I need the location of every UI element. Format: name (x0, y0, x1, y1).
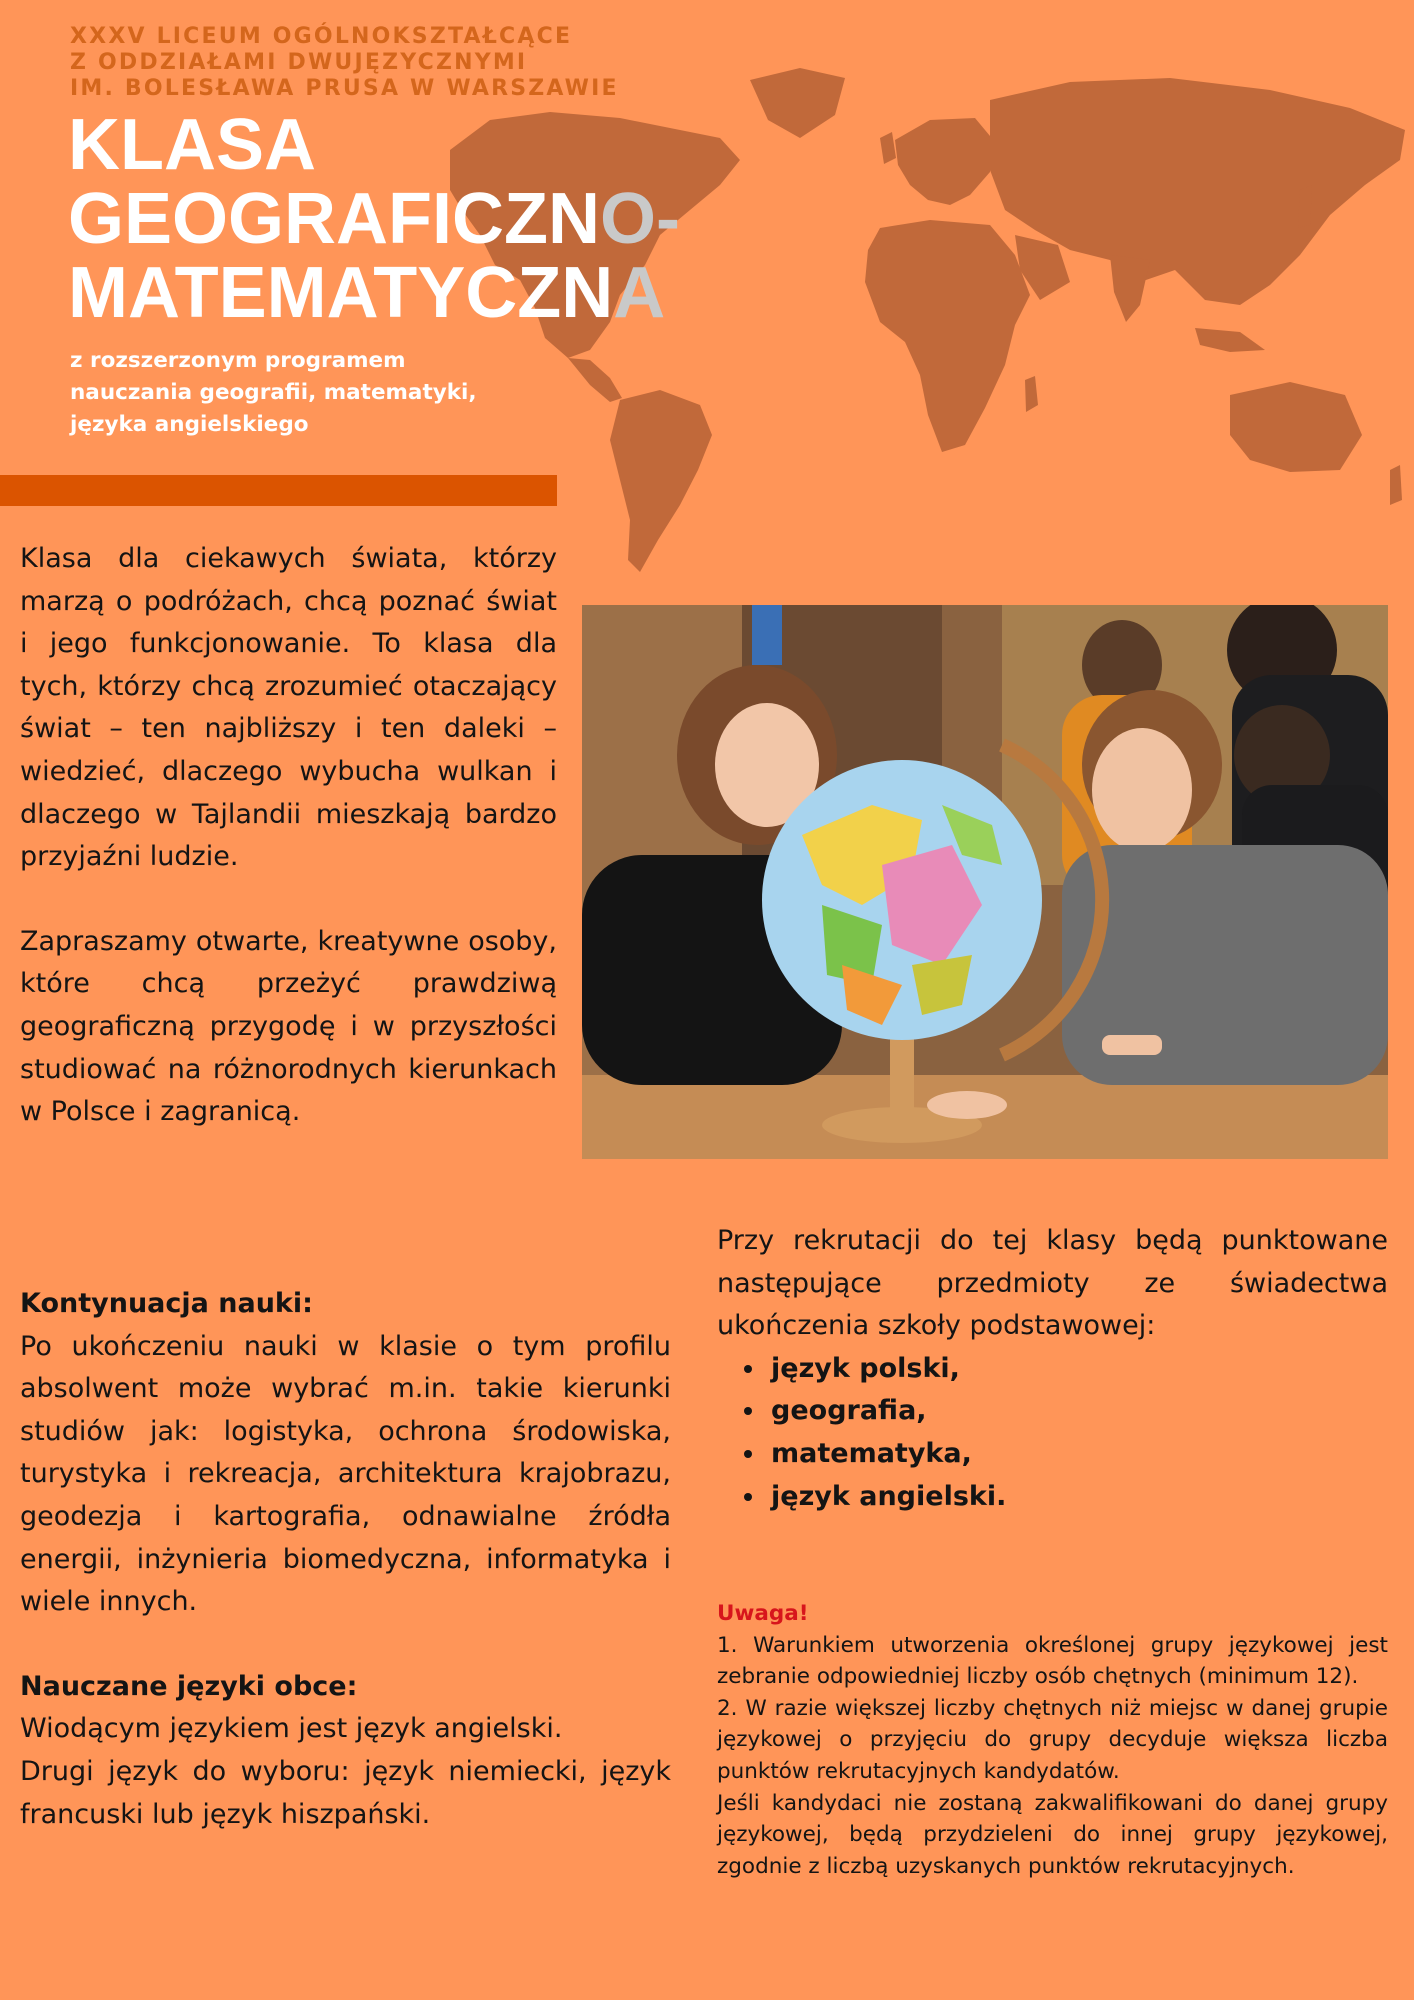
subtitle-line: języka angielskiego (70, 412, 309, 437)
continuation-section (20, 1283, 671, 1624)
left-column (20, 1283, 671, 1836)
note-paragraph: Jeśli kandydaci nie zostaną zakwalifikowani do danej grupy językowej, będą przydzieleni do innej grupy językowej, zgodnie z liczbą uzyskanych punktów rekrutacyjnych. (717, 1790, 1388, 1879)
subject-item: • język polski, (767, 1348, 1388, 1391)
school-name-line: Z ODDZIAŁAMI DWUJĘZYCZNYMI (70, 50, 528, 75)
recruitment-section (717, 1220, 1388, 1518)
subject-item: • matematyka, (767, 1433, 1388, 1476)
title-line: MATEMATYCZNA (68, 253, 666, 333)
continuation-heading: Kontynuacja nauki: (20, 1288, 313, 1319)
subjects-list (717, 1348, 1388, 1518)
intro-paragraph: Zapraszamy otwarte, kreatywne osoby, które chcą przeżyć prawdziwą geograficzną przygodę i w przyszłości studiować na różnorodnych kierunkach w Polsce i zagranicą. (20, 925, 557, 1128)
note-paragraph: 1. Warunkiem utworzenia określonej grupy językowej jest zebranie odpowiedniej liczby osób chętnych (minimum 12). (717, 1632, 1388, 1690)
note-section (717, 1598, 1388, 1882)
subtitle-line: z rozszerzonym programem (70, 348, 406, 373)
subtitle-line: nauczania geografii, matematyki, (70, 380, 477, 405)
page-subtitle (70, 345, 530, 441)
languages-section (20, 1666, 671, 1836)
continuation-text: Po ukończeniu nauki w klasie o tym profilu absolwent może wybrać m.in. takie kierunki studiów jak: logistyka, ochrona środowiska, turystyka i rekreacja, architektura krajobrazu, geodezja i kartografia, odnawialne źródła energii, inżynieria biomedyczna, informatyka i wiele innych. (20, 1330, 671, 1618)
subject-item: • geografia, (767, 1390, 1388, 1433)
subject-item: • język angielski. (767, 1476, 1388, 1519)
intro-paragraph: Klasa dla ciekawych świata, którzy marzą o podróżach, chcą poznać świat i jego funkcjonowanie. To klasa dla tych, którzy chcą zrozumieć otaczający świat – ten najbliższy i ten daleki – wiedzieć, dlaczego wybucha wulkan i dlaczego w Tajlandii mieszkają bardzo przyjaźni ludzie. (20, 543, 557, 873)
languages-heading: Nauczane języki obce: (20, 1670, 358, 1702)
school-name (70, 24, 690, 102)
languages-line: Drugi język do wyboru: język niemiecki, język francuski lub język hiszpański. (20, 1755, 671, 1830)
note-title: Uwaga! (717, 1601, 809, 1626)
languages-line: Wiodącym językiem jest język angielski. (20, 1713, 563, 1745)
title-line: GEOGRAFICZNO- (68, 179, 680, 259)
intro-section (20, 538, 557, 1134)
students-with-globe-photo (582, 605, 1388, 1159)
school-name-line: IM. BOLESŁAWA PRUSA W WARSZAWIE (70, 76, 619, 101)
recruitment-lead: Przy rekrutacji do tej klasy będą punktowane następujące przedmioty ze świadectwa ukończenia szkoły podstawowej: (717, 1225, 1388, 1342)
accent-bar (0, 475, 557, 506)
school-name-line: XXXV LICEUM OGÓLNOKSZTAŁCĄCE (70, 24, 573, 49)
title-line: KLASA (68, 105, 316, 185)
note-paragraph: 2. W razie większej liczby chętnych niż miejsc w danej grupie językowej o przyjęciu do grupy decyduje większa liczba punktów rekrutacyjnych kandydatów. (717, 1695, 1388, 1784)
page-title (68, 105, 748, 333)
